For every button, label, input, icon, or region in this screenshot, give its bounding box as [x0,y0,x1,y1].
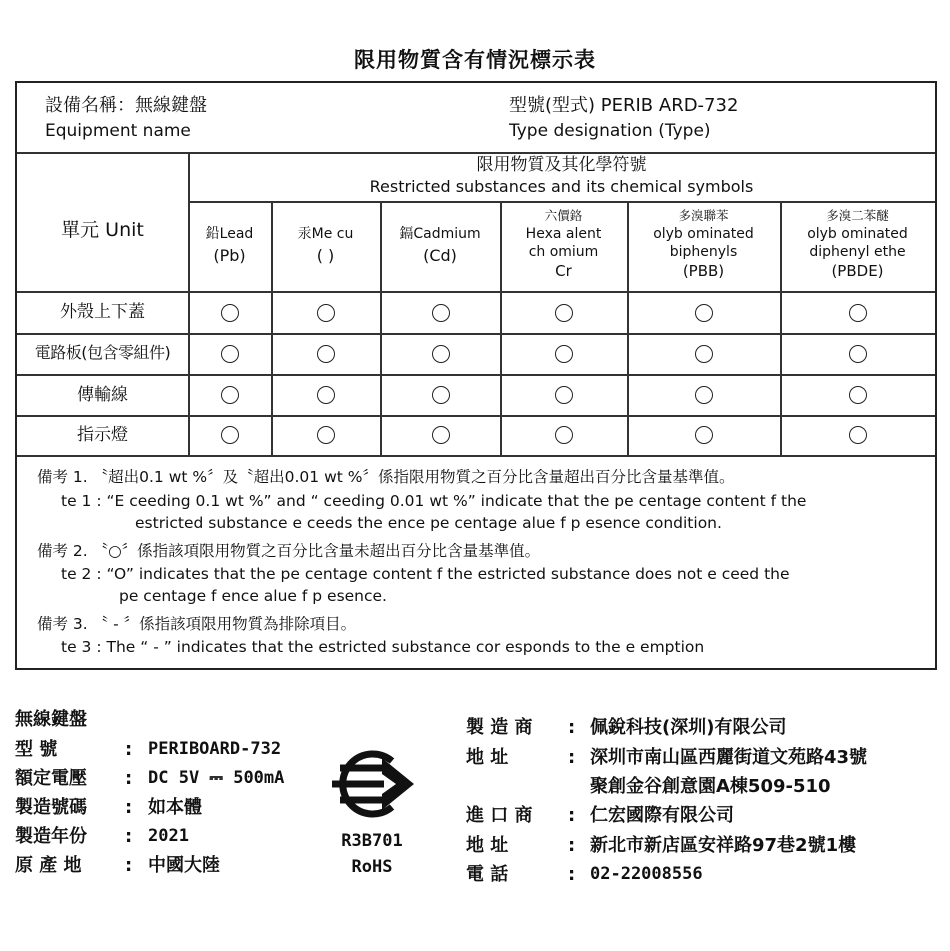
manufacturer-address-cont: 聚創金谷創意園A棟509-510 [590,776,831,797]
note-1-en-cont: estricted substance e ceeds the ence pe centage alue f p esence condition. [135,514,722,532]
row-label-cable: 傳輸線 [77,385,128,405]
column-header-pbb-2: biphenyls [669,244,738,260]
note-3-zh: 備考 3. 〝 - 〞係指該項限用物質為排除項目。 [37,615,357,633]
compliance-circle-icon [695,304,713,322]
manufacturer-value: 佩銳科技(深圳)有限公司 [590,717,787,738]
compliance-circle-icon [849,304,867,322]
column-header-pbde-zh: 多溴二苯醚 [826,208,889,223]
row-label-housing: 外殼上下蓋 [60,302,145,322]
table-divider [17,291,935,293]
product-label-model: 型 號 [15,739,58,760]
colon: : [568,747,576,768]
rohs-label: RoHS [351,857,393,877]
compliance-circle-icon [317,304,335,322]
product-value-year: 2021 [148,826,189,846]
table-divider [17,333,935,335]
product-name: 無線鍵盤 [15,709,87,730]
restricted-group-en: Restricted substances and its chemical symbols [369,177,754,196]
column-header-pbde-symbol: (PBDE) [831,262,884,280]
column-header-pbb-zh: 多溴聯苯 [678,208,729,223]
restricted-group-zh: 限用物質及其化學符號 [476,155,647,175]
column-header-pbde: olyb ominated [807,226,908,242]
compliance-circle-icon [555,426,573,444]
colon: : [568,805,576,826]
column-header-cadmium-symbol: (Cd) [423,246,457,265]
compliance-circle-icon [317,345,335,363]
column-header-chromium-symbol: Cr [555,262,572,280]
colon: : [568,717,576,738]
column-header-mercury-symbol: ( ) [316,246,335,265]
unit-header: 單元 Unit [61,219,144,241]
compliance-circle-icon [432,386,450,404]
column-header-cadmium: 鎘Cadmium [399,226,481,242]
note-1-zh: 備考 1. 〝超出0.1 wt %〞及〝超出0.01 wt %〞係指限用物質之百分比含量超出百分比含量基準值。 [37,468,735,486]
column-header-chromium-zh: 六價鉻 [544,208,583,223]
product-label-voltage: 額定電壓 [15,768,87,789]
product-label-origin: 原 產 地 [15,855,82,876]
table-divider [17,152,935,154]
compliance-circle-icon [432,304,450,322]
bsmi-mark-icon [326,744,418,824]
importer-address-value: 新北市新店區安祥路97巷2號1樓 [590,835,857,856]
type-designation-zh: 型號(型式) PERIB ARD-732 [509,95,739,116]
colon: : [125,739,133,760]
manufacturer-address-value: 深圳市南山區西麗街道文苑路43號 [590,747,868,768]
colon: : [568,864,576,885]
phone-label: 電 話 [466,864,509,885]
compliance-circle-icon [695,345,713,363]
table-divider [188,201,935,203]
product-value-model: PERIBOARD-732 [148,739,282,759]
note-1-en: te 1 : “E ceeding 0.1 wt %” and “ ceeding 0.01 wt %” indicate that the pe centage content f the [61,492,807,510]
colon: : [125,797,133,818]
importer-label: 進 口 商 [466,805,533,826]
compliance-circle-icon [849,386,867,404]
column-header-pbb: olyb ominated [653,226,754,242]
note-2-en-cont: pe centage f ence alue f p esence. [119,587,387,605]
compliance-circle-icon [317,386,335,404]
compliance-circle-icon [221,304,239,322]
column-header-lead: 鉛Lead [205,226,254,242]
product-label-year: 製造年份 [15,826,87,847]
column-header-pbb-symbol: (PBB) [682,262,725,280]
compliance-circle-icon [695,426,713,444]
colon: : [568,835,576,856]
product-label-serial: 製造號碼 [15,797,87,818]
compliance-circle-icon [221,386,239,404]
product-value-origin: 中國大陸 [148,855,220,876]
certification-code: R3B701 [341,831,403,851]
colon: : [125,768,133,789]
table-divider [17,455,935,457]
type-designation-en: Type designation (Type) [509,121,711,141]
compliance-circle-icon [221,345,239,363]
table-divider [17,415,935,417]
compliance-circle-icon [317,426,335,444]
compliance-circle-icon [695,386,713,404]
compliance-circle-icon [432,345,450,363]
compliance-circle-icon [221,426,239,444]
compliance-circle-icon [555,304,573,322]
product-value-voltage: DC 5V ⎓ 500mA [148,768,285,788]
equipment-name-en: Equipment name [45,121,191,141]
note-2-zh: 備考 2. 〝○〞係指該項限用物質之百分比含量未超出百分比含量基準值。 [37,542,541,560]
colon: : [125,855,133,876]
column-header-mercury: 汞Me cu [297,226,354,242]
column-header-chromium: Hexa alent [525,226,602,242]
column-header-chromium-2: ch omium [528,244,599,260]
manufacturer-label: 製 造 商 [466,717,533,738]
compliance-circle-icon [849,426,867,444]
note-3-en: te 3 : The “ - ” indicates that the estricted substance cor esponds to the e emption [61,638,705,656]
compliance-circle-icon [555,345,573,363]
importer-value: 仁宏國際有限公司 [590,805,734,826]
phone-value: 02-22008556 [590,864,703,884]
product-value-serial: 如本體 [148,797,202,818]
manufacturer-address-label: 地 址 [466,747,509,768]
row-label-indicator: 指示燈 [77,425,128,445]
compliance-circle-icon [849,345,867,363]
note-2-en: te 2 : “O” indicates that the pe centage content f the estricted substance does not e ceed the [61,565,790,583]
importer-address-label: 地 址 [466,835,509,856]
table-divider [188,152,190,455]
compliance-circle-icon [432,426,450,444]
row-label-circuit-board: 電路板(包含零組件) [34,343,171,362]
equipment-name-zh: 設備名稱：無線鍵盤 [45,95,207,116]
table-divider [17,374,935,376]
restricted-substances-table [15,81,937,670]
colon: : [125,826,133,847]
column-header-lead-symbol: (Pb) [213,246,246,265]
page-title: 限用物質含有情況標示表 [354,48,596,72]
column-header-pbde-2: diphenyl ethe [809,244,906,260]
compliance-circle-icon [555,386,573,404]
